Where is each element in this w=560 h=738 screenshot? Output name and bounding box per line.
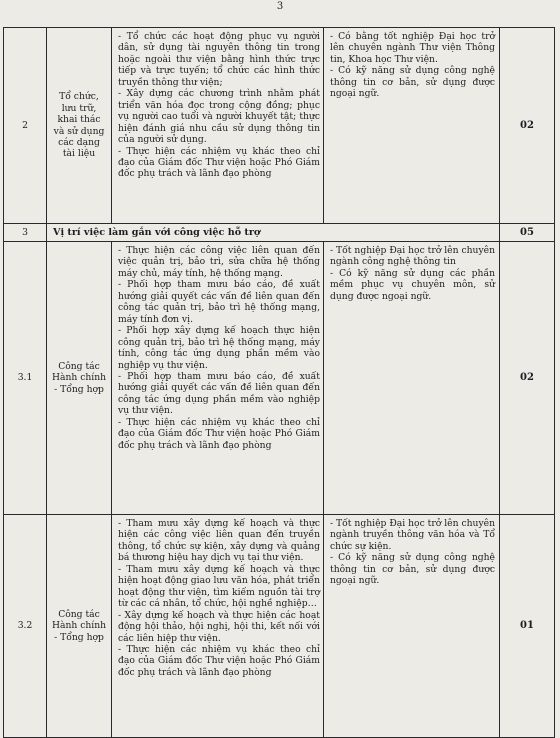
duty-item: - Thực hiện các nhiệm vụ khác theo chỉ đạo của Giám đốc Thư viện hoặc Phó Giám đốc phụ trách và lãnh đạo phòng [118,416,320,451]
duties-cell [112,28,324,224]
table-row-3-1 [4,242,555,515]
section-row-3 [4,224,555,242]
requirement-item: - Tốt nghiệp Đại học trở lên chuyên ngành truyền thông văn hóa và Tổ chức sự kiện. [330,518,495,552]
position-name-text: Công tác Hành chính - Tổng hợp [51,608,107,643]
section-quantity: 05 [500,224,555,242]
duty-item: - Phối hợp xây dựng kế hoạch thực hiện công quản trị, bảo trì hệ thống mạng, máy tính, công tác ứng dụng phần mềm vào nghiệp vụ thư viện. [118,325,320,371]
position-name [47,242,112,515]
position-name-text: Tổ chức, lưu trữ, khai thác và sử dụng các dạng tài liệu [53,91,105,160]
duty-item: - Phối hợp tham mưu báo cáo, đề xuất hướng giải quyết các vấn đề liên quan đến công tác quản trị, bảo trì hệ thống mạng, máy tính đơn vị. [118,279,320,325]
page-number: 3 [276,1,284,12]
row-number: 3.1 [4,242,47,515]
duty-item: - Xây dựng các chương trình nhằm phát triển văn hóa đọc trong cộng đồng; phục vụ người cao tuổi và người khuyết tật; thực hiện đánh giá nhu cầu sử dụng thông tin của người sử dụng. [118,88,320,146]
requirements-cell [324,242,500,515]
requirement-item: - Có bằng tốt nghiệp Đại học trở lên chuyên ngành Thư viện Thông tin, Khoa học Thư viện. [330,31,495,65]
duty-item: - Xây dựng kế hoạch và thực hiện các hoạt động hội thảo, hội nghị, hội thi, kết nối với các liên hiệp thư viện. [118,609,320,644]
quantity-cell: 02 [500,242,555,515]
table-row-3-2 [4,515,555,738]
requirement-item: - Có kỹ năng sử dụng công nghệ thông tin cơ bản, sử dụng được ngoại ngữ. [330,552,495,587]
duty-item: - Tổ chức các hoạt động phục vụ người dân, sử dụng tài nguyên thông tin trong hoặc ngoài thư viện bằng hình thức trực tiếp và trực tuyến; tổ chức các hình thức truyền thông thư viện; [118,31,320,88]
quantity-cell: 01 [500,515,555,738]
table-row-2 [4,28,555,224]
row-number: 2 [4,28,47,224]
section-number: 3 [4,224,47,242]
duty-item: - Thực hiện các nhiệm vụ khác theo chỉ đạo của Giám đốc Thư viện hoặc Phó Giám đốc phụ trách và lãnh đạo phòng [118,643,320,678]
duties-cell [112,242,324,515]
requirement-item: - Tốt nghiệp Đại học trở lên chuyên ngành công nghệ thông tin [330,245,495,268]
duty-item: - Phối hợp tham mưu báo cáo, đề xuất hướng giải quyết các vấn đề liên quan đến công tác ứng dụng phần mềm vào nghiệp vụ thư viện. [118,370,320,417]
duty-item: - Tham mưu xây dựng kế hoạch và thực hiện hoạt động giao lưu văn hóa, phát triển hoạt động thư viện, tìm kiếm nguồn tài trợ từ các cá nhân, tổ chức, hội nghề nghiệp… [118,563,320,610]
section-title: Vị trí việc làm gắn với công việc hỗ trợ [47,224,500,242]
duty-item: - Tham mưu xây dựng kế hoạch và thực hiện các công việc liên quan đến truyền thông, tổ chức sự kiện, xây dựng và quảng bá thương hiệu hay dịch vụ tại thư viện. [118,518,320,564]
requirements-cell [324,515,500,738]
duty-item: - Thực hiện các công việc liên quan đến việc quản trị, bảo trì, sửa chữa hệ thống máy chủ, máy tính, hệ thống mạng. [118,245,320,279]
requirement-item: - Có kỹ năng sử dụng công nghệ thông tin cơ bản, sử dụng được ngoại ngữ. [330,65,495,100]
position-name [47,515,112,738]
requirement-item: - Có kỹ năng sử dụng các phần mềm phục vụ chuyên môn, sử dụng được ngoại ngữ. [330,267,495,302]
duty-item: - Thực hiện các nhiệm vụ khác theo chỉ đạo của Giám đốc Thư viện hoặc Phó Giám đốc phụ trách và lãnh đạo phòng [118,145,320,180]
position-name-text: Công tác Hành chính - Tổng hợp [51,360,107,395]
duties-cell [112,515,324,738]
job-position-table [3,27,555,738]
row-number: 3.2 [4,515,47,738]
quantity-cell: 02 [500,28,555,224]
position-name [47,28,112,224]
requirements-cell [324,28,500,224]
